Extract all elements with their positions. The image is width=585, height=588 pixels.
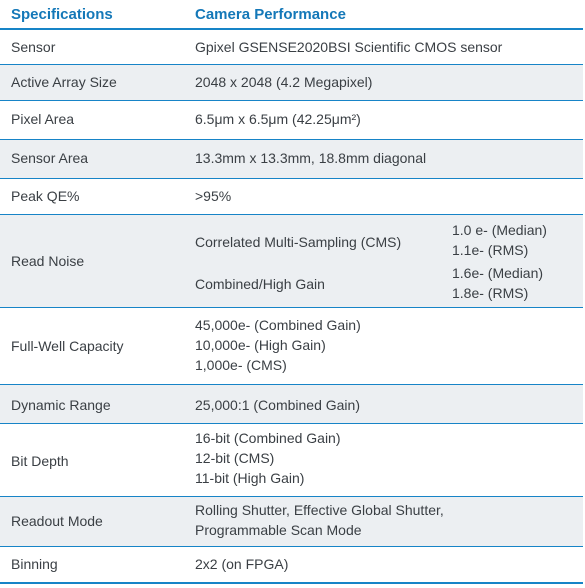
row-label: Read Noise [11,253,85,269]
row-label: Bit Depth [11,453,69,469]
table-row-read-noise [0,215,583,308]
row-value [195,428,341,488]
full-well-combined: 45,000e- (Combined Gain) [195,317,361,333]
bit-depth-cms: 12-bit (CMS) [195,450,275,466]
row-label: Binning [11,556,58,572]
row-label: Dynamic Range [11,397,111,413]
table-row-full-well-capacity [0,308,583,385]
row-value: >95% [195,188,232,204]
row-label: Active Array Size [11,74,117,90]
row-label: Readout Mode [11,513,103,529]
row-label: Sensor [11,39,56,55]
table-row-active-array-size [0,65,583,101]
row-label: Pixel Area [11,111,75,127]
table-row-pixel-area [0,101,583,140]
full-well-high-gain: 10,000e- (High Gain) [195,337,326,353]
table-row-sensor-area [0,140,583,179]
row-value [195,500,444,540]
bit-depth-combined: 16-bit (Combined Gain) [195,430,341,446]
table-row-sensor [0,30,583,65]
row-value: 6.5μm x 6.5μm (42.25μm²) [195,111,361,127]
table-row-binning [0,547,583,584]
table-header [0,0,583,30]
row-value: 2x2 (on FPGA) [195,556,289,572]
row-value [195,315,361,375]
row-label: Peak QE% [11,188,80,204]
readout-mode-line-2: Programmable Scan Mode [195,522,362,538]
row-value: 25,000:1 (Combined Gain) [195,397,360,413]
header-specifications: Specifications [11,6,113,23]
bit-depth-high-gain: 11-bit (High Gain) [195,470,305,486]
table-row-peak-qe [0,179,583,215]
read-noise-mode-combined: Combined/High Gain [195,276,325,292]
read-noise-combined-values [452,263,543,303]
read-noise-combined-median: 1.6e- (Median) [452,265,544,281]
table-row-readout-mode [0,497,583,547]
header-camera-performance: Camera Performance [195,6,346,23]
full-well-cms: 1,000e- (CMS) [195,357,287,373]
read-noise-cms-median: 1.0 e- (Median) [452,222,547,238]
row-label: Sensor Area [11,150,89,166]
table-row-dynamic-range [0,385,583,424]
row-value: 13.3mm x 13.3mm, 18.8mm diagonal [195,150,427,166]
table-row-bit-depth [0,424,583,497]
row-label: Full-Well Capacity [11,338,124,354]
read-noise-cms-values [452,220,547,260]
read-noise-mode-cms: Correlated Multi-Sampling (CMS) [195,234,402,250]
row-value: Gpixel GSENSE2020BSI Scientific CMOS sensor [195,39,503,55]
read-noise-combined-rms: 1.8e- (RMS) [452,285,529,301]
readout-mode-line-1: Rolling Shutter, Effective Global Shutter, [195,502,444,518]
read-noise-cms-rms: 1.1e- (RMS) [452,242,529,258]
row-value: 2048 x 2048 (4.2 Megapixel) [195,74,373,90]
